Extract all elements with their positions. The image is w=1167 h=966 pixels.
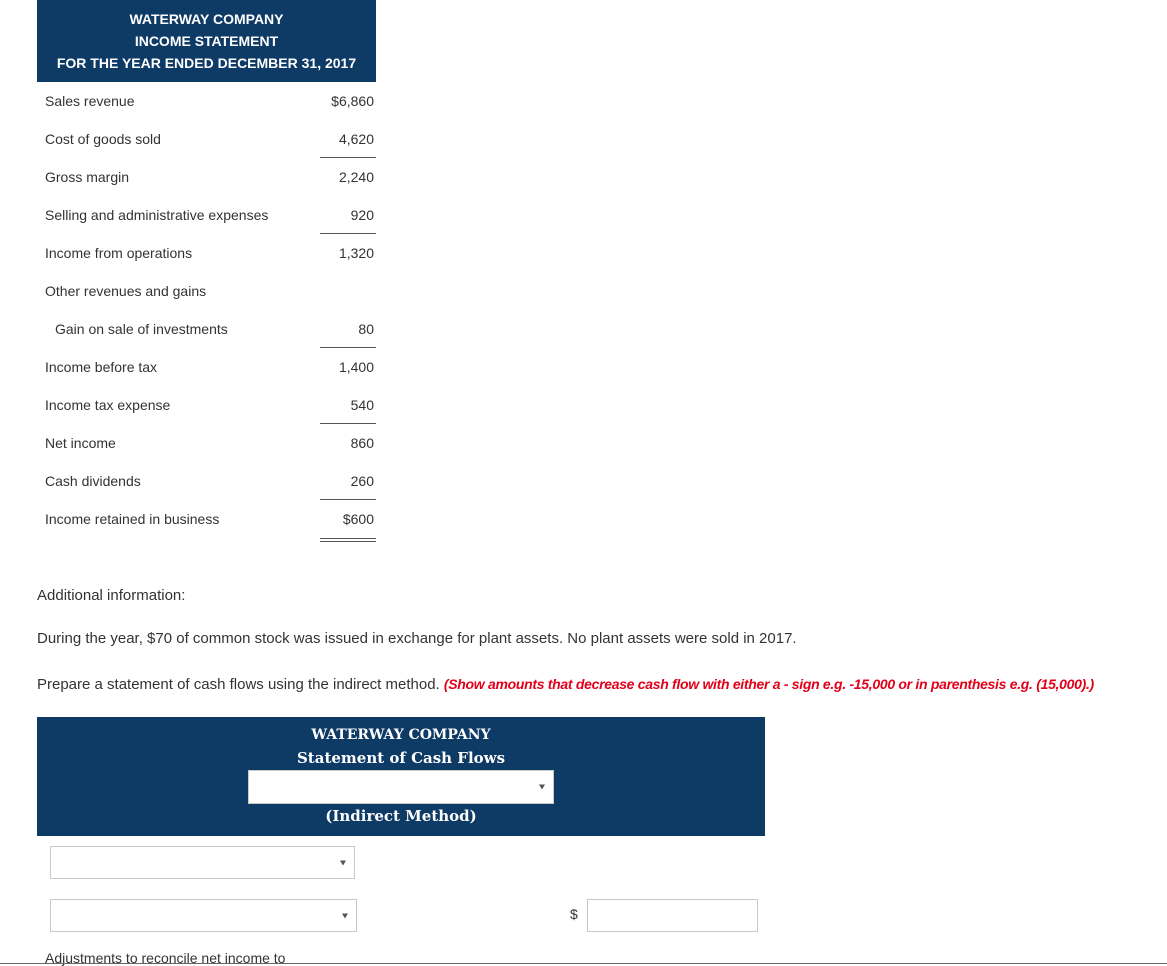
table-row (37, 82, 376, 120)
period-select[interactable] (248, 770, 554, 804)
sign-instruction: (Show amounts that decrease cash flow with either a - sign e.g. -15,000 or in parenthesis e.g. (15,000).) (443, 676, 1094, 692)
table-row (37, 158, 376, 196)
table-row (37, 424, 376, 462)
row-value: 80 (358, 321, 374, 337)
adjustments-label: Adjustments to reconcile net income to (45, 950, 286, 966)
table-row (37, 272, 376, 310)
table-row (37, 462, 376, 500)
amount-input[interactable] (587, 899, 758, 932)
additional-info-label: Additional information: (37, 587, 186, 604)
cash-flow-header (37, 717, 765, 836)
prepare-text (37, 676, 1094, 693)
row-label: Income retained in business (45, 511, 220, 527)
row-label: Cost of goods sold (45, 131, 161, 147)
income-statement-header (37, 0, 376, 82)
during-year-text: During the year, $70 of common stock was issued in exchange for plant assets. No plant assets were sold in 2017. (37, 630, 797, 647)
table-row (37, 500, 376, 538)
dollar-sign: $ (570, 906, 578, 922)
double-underline (320, 538, 376, 542)
table-row (37, 310, 376, 348)
row-value: 1,320 (338, 245, 374, 261)
income-statement-table (37, 82, 376, 538)
prepare-instruction: Prepare a statement of cash flows using the indirect method. (37, 676, 440, 693)
cash-flow-company: WATERWAY COMPANY (311, 727, 491, 743)
row-label: Cash dividends (45, 473, 141, 489)
row-value: 540 (350, 397, 374, 413)
row-label: Gross margin (45, 169, 130, 185)
table-row (37, 196, 376, 234)
statement-title: INCOME STATEMENT (134, 33, 279, 49)
row-label: Other revenues and gains (45, 283, 207, 299)
row-label: Income before tax (45, 359, 158, 375)
table-row (37, 348, 376, 386)
section-select[interactable] (50, 846, 355, 879)
line-item-select[interactable] (50, 899, 357, 932)
row-value: 2,240 (338, 169, 374, 185)
row-label: Gain on sale of investments (55, 321, 228, 337)
row-label: Income from operations (45, 245, 193, 261)
row-label: Selling and administrative expenses (45, 207, 269, 223)
divider (0, 963, 1167, 964)
row-label: Sales revenue (45, 93, 135, 109)
row-value: 1,400 (338, 359, 374, 375)
company-name: WATERWAY COMPANY (129, 11, 284, 27)
row-value: 860 (350, 435, 374, 451)
table-row (37, 234, 376, 272)
method-label: (Indirect Method) (325, 807, 477, 825)
chevron-down-icon (340, 860, 346, 865)
cash-flow-title: Statement of Cash Flows (296, 749, 506, 767)
row-value: $600 (342, 511, 374, 527)
row-value: 4,620 (338, 131, 374, 147)
row-value: 920 (350, 207, 374, 223)
chevron-down-icon (539, 785, 545, 790)
chevron-down-icon (342, 913, 348, 918)
row-value: $6,860 (331, 93, 374, 109)
row-label: Net income (45, 435, 116, 451)
row-label: Income tax expense (45, 397, 171, 413)
row-value: 260 (350, 473, 374, 489)
statement-period: FOR THE YEAR ENDED DECEMBER 31, 2017 (56, 55, 357, 71)
table-row (37, 386, 376, 424)
table-row (37, 120, 376, 158)
